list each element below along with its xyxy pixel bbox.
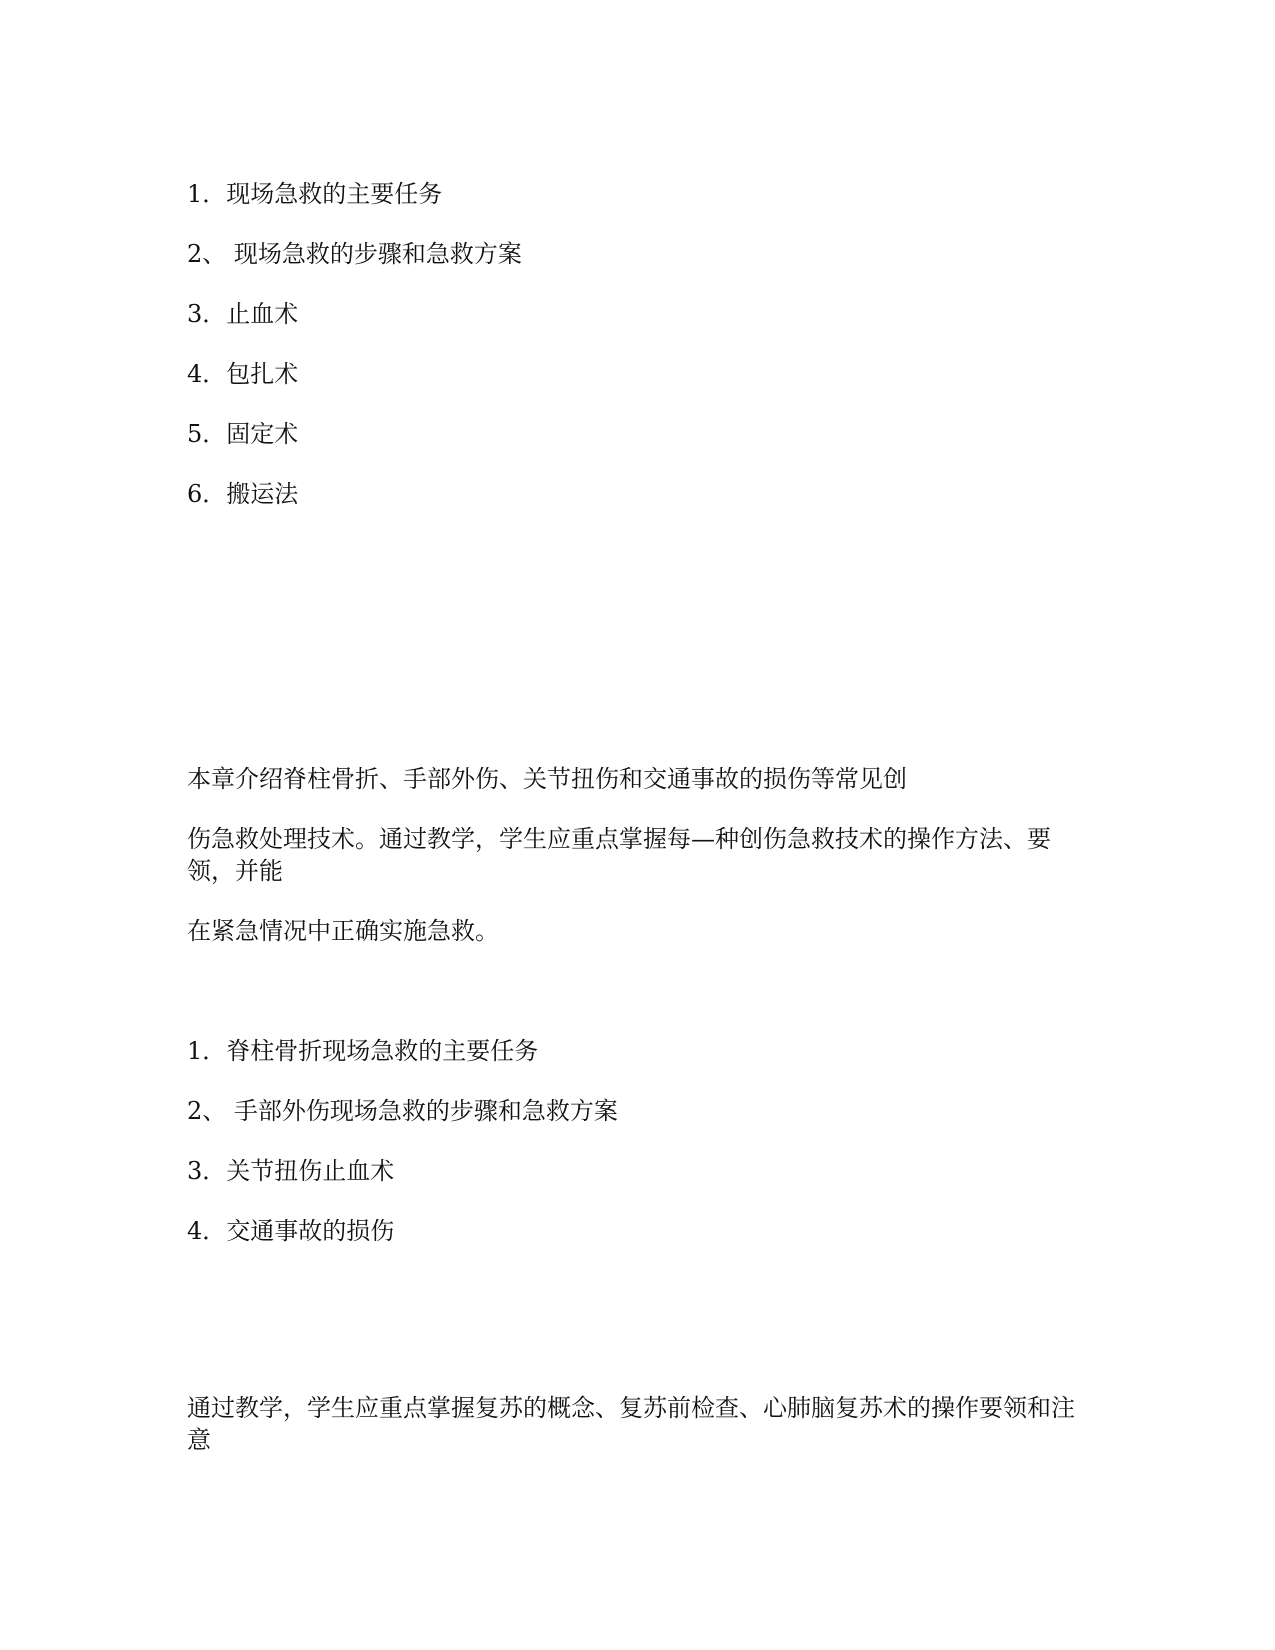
list-item: 5．固定术: [187, 420, 299, 448]
list-item: 2、 手部外伤现场急救的步骤和急救方案: [187, 1097, 618, 1125]
list-item: 3．关节扭伤止血术: [187, 1157, 395, 1185]
paragraph-line: 在紧急情况中正确实施急救。: [187, 917, 499, 945]
list-item: 4．包扎术: [187, 360, 299, 388]
list-item: 1．现场急救的主要任务: [187, 180, 443, 208]
paragraph-line: 本章介绍脊柱骨折、手部外伤、关节扭伤和交通事故的损伤等常见创: [187, 765, 907, 793]
list-item: 3．止血术: [187, 300, 299, 328]
list-item: 1．脊柱骨折现场急救的主要任务: [187, 1037, 539, 1065]
list-item: 4．交通事故的损伤: [187, 1217, 395, 1245]
list-item: 2、 现场急救的步骤和急救方案: [187, 240, 522, 268]
list-item: 6．搬运法: [187, 480, 299, 508]
paragraph-line: 通过教学，学生应重点掌握复苏的概念、复苏前检查、心肺脑复苏术的操作要领和注意: [187, 1394, 1075, 1454]
paragraph-line: 伤急救处理技术。通过教学，学生应重点掌握每—种创伤急救技术的操作方法、要领，并能: [187, 825, 1051, 885]
